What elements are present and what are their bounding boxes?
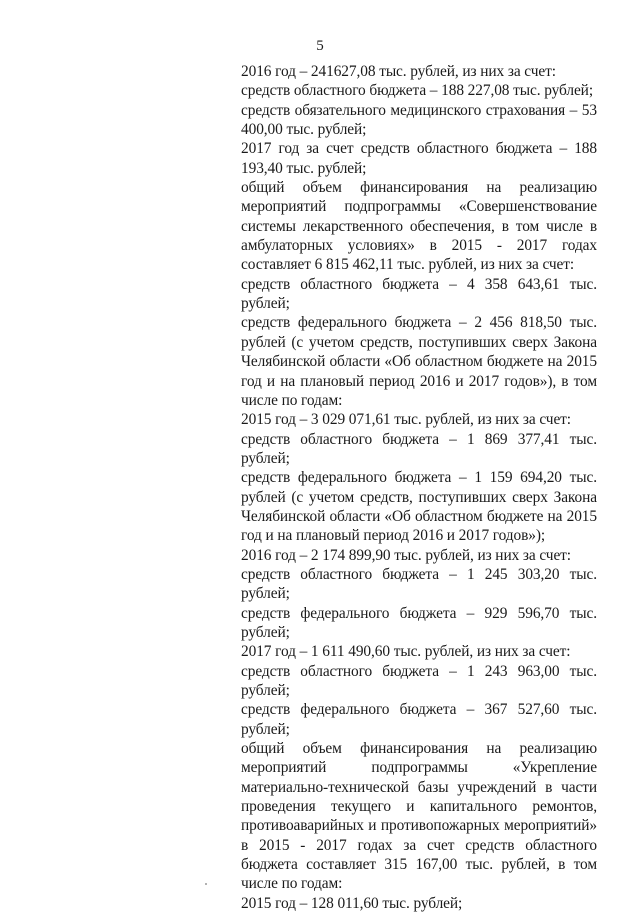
paragraph: средств федерального бюджета – 1 159 694,20 тыс. рублей (с учетом средств, поступивших сверх Закона Челябинской области «Об областном бюджете на 2015 год и на плановый период 2016 и 2017 годов»); xyxy=(241,469,597,545)
paragraph: общий объем финансирования на реализацию мероприятий подпрограммы «Укрепление материально-технической базы учреждений в части проведения текущего и капитального ремонтов, противоаварийных и противопожарных мероприятий» в 2015 - 2017 годах за счет средств областного бюджета составляет 315 167,00 тыс. рублей, в том числе по годам: xyxy=(241,740,597,893)
paragraph: средств областного бюджета – 1 869 377,41 тыс. рублей; xyxy=(241,430,597,467)
paragraph: средств областного бюджета – 4 358 643,61 тыс. рублей; xyxy=(241,275,597,313)
paragraph: 2016 год – 241627,08 тыс. рублей, из них за счет: xyxy=(241,63,556,80)
paragraph: общий объем финансирования на реализацию мероприятий подпрограммы «Совершенствование системы лекарственного обеспечения, в том числе в амбулаторных условиях» в 2015 - 2017 годах составляет 6 815 462,11 тыс. рублей, из них за счет: xyxy=(241,179,597,274)
paragraph: 2017 год за счет средств областного бюджета – 188 193,40 тыс. рублей; xyxy=(241,140,597,177)
document-body xyxy=(241,62,597,913)
paragraph: средств обязательного медицинского страхования – 53 400,00 тыс. рублей; xyxy=(241,101,597,139)
paragraph: средств федерального бюджета – 929 596,70 тыс. рублей; xyxy=(241,604,597,641)
paragraph: 2015 год – 3 029 071,61 тыс. рублей, из них за счет: xyxy=(241,411,571,429)
paragraph: средств областного бюджета – 1 245 303,20 тыс. рублей; xyxy=(241,565,597,603)
paragraph: 2015 год – 128 011,60 тыс. рублей; xyxy=(241,894,463,912)
paragraph: средств областного бюджета – 1 243 963,00 тыс. рублей; xyxy=(241,662,597,699)
paragraph: 2017 год – 1 611 490,60 тыс. рублей, из них за счет: xyxy=(241,643,571,661)
paragraph: средств федерального бюджета – 2 456 818,50 тыс. рублей (с учетом средств, поступивших сверх Закона Челябинской области «Об областном бюджете на 2015 год и на плановый период 2016 и 2017 годов»), в том числе по годам: xyxy=(241,314,597,409)
paragraph: 2016 год – 2 174 899,90 тыс. рублей, из них за счет: xyxy=(241,546,571,564)
page-number: 5 xyxy=(316,38,324,54)
paragraph: средств областного бюджета – 188 227,08 тыс. рублей; xyxy=(241,82,593,100)
paragraph: средств федерального бюджета – 367 527,60 тыс. рублей; xyxy=(241,701,597,738)
scan-speck xyxy=(205,883,207,885)
